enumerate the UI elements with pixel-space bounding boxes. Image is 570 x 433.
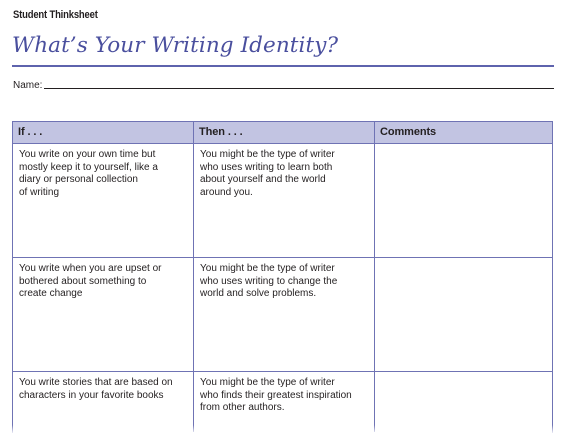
then-cell: You might be the type of writer who uses writing to learn both about yourself and the world around you. — [194, 144, 375, 257]
then-cell: You might be the type of writer who uses writing to change the world and solve problems. — [194, 258, 375, 371]
column-header-if: If . . . — [13, 122, 194, 143]
name-field-row — [13, 80, 554, 91]
title-divider — [12, 65, 554, 67]
if-cell: You write stories that are based on characters in your favorite books — [13, 372, 194, 432]
table-row — [13, 372, 552, 432]
if-cell: You write when you are upset or bothered about something to create change — [13, 258, 194, 371]
page-title: What’s Your Writing Identity? — [12, 33, 339, 58]
name-label: Name: — [13, 80, 43, 91]
column-header-then: Then . . . — [194, 122, 375, 143]
bottom-fade — [0, 425, 570, 433]
thinksheet-kicker: Student Thinksheet — [13, 9, 98, 21]
table-row — [13, 144, 552, 258]
comments-cell[interactable] — [375, 144, 552, 257]
table-row — [13, 258, 552, 372]
identity-table — [12, 121, 553, 433]
comments-cell[interactable] — [375, 372, 552, 432]
column-header-comments: Comments — [380, 126, 437, 138]
comments-cell[interactable] — [375, 258, 552, 371]
then-cell: You might be the type of writer who finds their greatest inspiration from other authors. — [194, 372, 375, 432]
if-cell: You write on your own time but mostly keep it to yourself, like a diary or personal collection of writing — [13, 144, 194, 257]
name-input-line[interactable] — [44, 80, 554, 89]
table-header-row — [13, 122, 552, 144]
